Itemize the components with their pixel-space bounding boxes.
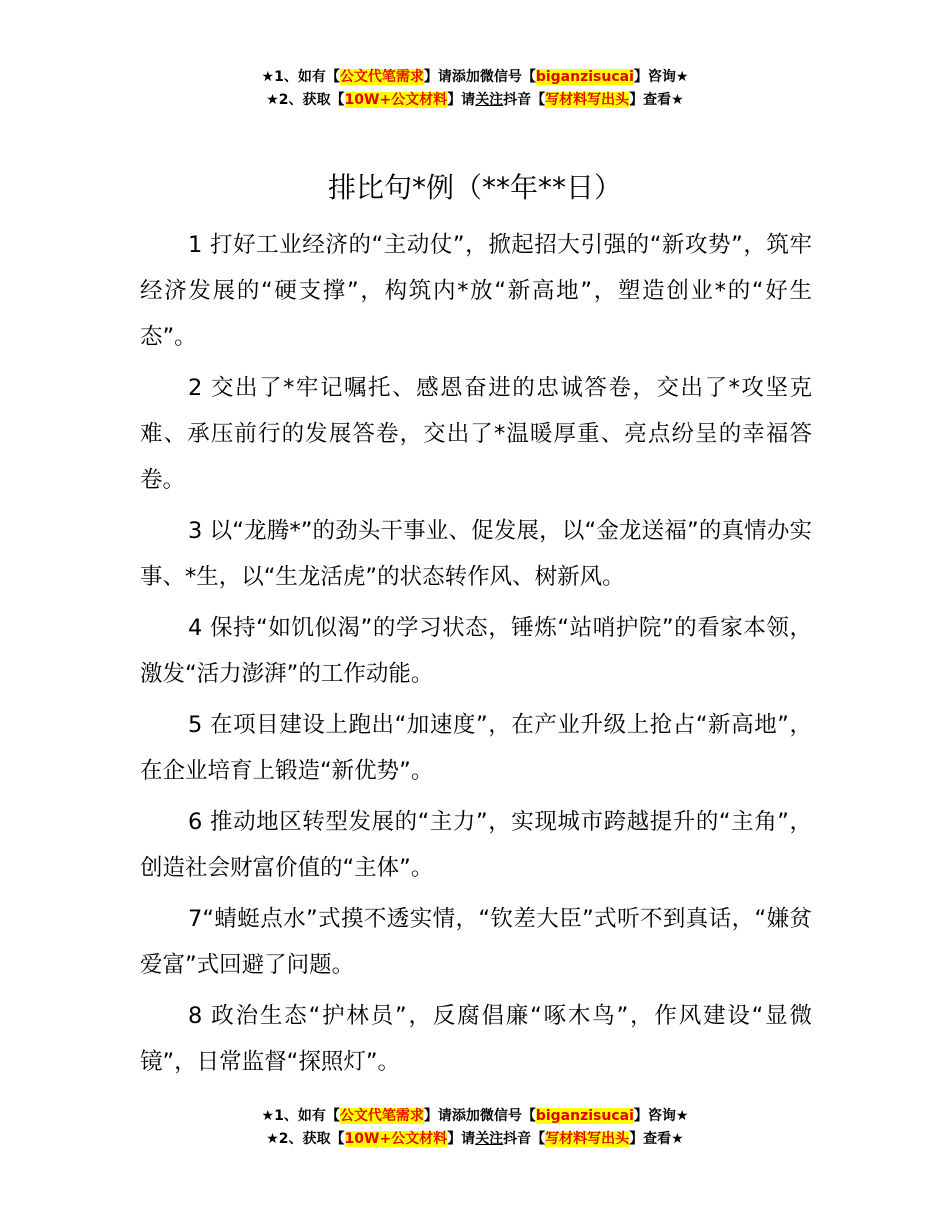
paragraph-6: 6 推动地区转型发展的“主力”，实现城市跨越提升的“主角”，创造社会财富价值的“主体”。 — [140, 809, 812, 881]
banner-text: 】请添加微信号【 — [423, 1108, 536, 1124]
footer-banner — [0, 1105, 950, 1151]
paragraph-3: 3 以“龙腾*”的劲头干事业、促发展，以“金龙送福”的真情办实事、*生，以“生龙活虎”的状态转作风、树新风。 — [140, 518, 812, 590]
banner-text: 】请 — [447, 92, 476, 108]
banner-text: ★2、获取【 — [266, 92, 345, 108]
banner-underlined-text: 关注 — [475, 1131, 504, 1147]
document-title: 排比句*例（**年**日） — [327, 171, 622, 204]
paragraph-5: 5 在项目建设上跑出“加速度”，在产业升级上抢占“新高地”，在企业培育上锻造“新优势”。 — [140, 712, 812, 784]
paragraph-4: 4 保持“如饥似渴”的学习状态，锤炼“站哨护院”的看家本领，激发“活力澎湃”的工作动能。 — [140, 615, 812, 687]
banner-text: ★1、如有【 — [261, 1108, 340, 1124]
highlight-materials: 10W+公文材料 — [344, 1131, 448, 1147]
banner-text: 】查看★ — [629, 1131, 684, 1147]
highlight-douyin-account: 写材料写出头 — [545, 1131, 630, 1147]
paragraph-2: 2 交出了*牢记嘱托、感恩奋进的忠诚答卷，交出了*攻坚克难、承压前行的发展答卷，交出了*温暖厚重、亮点纷呈的幸福答卷。 — [140, 375, 812, 493]
banner-text: 】请添加微信号【 — [423, 69, 536, 85]
paragraph-1: 1 打好工业经济的“主动仗”，掀起招大引强的“新攻势”，筑牢经济发展的“硬支撑”，构筑内*放“新高地”，塑造创业*的“好生态”。 — [140, 232, 812, 350]
highlight-wechat-id: biganzisucai — [535, 69, 634, 85]
banner-text: 】请 — [447, 1131, 476, 1147]
header-banner-line-2 — [0, 89, 950, 112]
banner-underlined-text: 关注 — [475, 92, 504, 108]
banner-text: 抖音【 — [503, 92, 546, 108]
footer-banner-line-1 — [0, 1105, 950, 1128]
banner-text: 】查看★ — [629, 92, 684, 108]
document-body — [140, 222, 812, 1090]
header-banner-line-1 — [0, 66, 950, 89]
highlight-ghostwriting: 公文代笔需求 — [339, 1108, 424, 1124]
paragraph-8: 8 政治生态“护林员”，反腐倡廉“啄木鸟”，作风建设“显微镜”，日常监督“探照灯”。 — [140, 1003, 812, 1075]
banner-text: 】咨询★ — [633, 1108, 689, 1124]
banner-text: ★2、获取【 — [266, 1131, 345, 1147]
banner-text: ★1、如有【 — [261, 69, 340, 85]
banner-text: 】咨询★ — [633, 69, 689, 85]
banner-text: 抖音【 — [503, 1131, 546, 1147]
header-banner — [0, 66, 950, 112]
footer-banner-line-2 — [0, 1128, 950, 1151]
paragraph-7: 7“蜻蜓点水”式摸不透实情，“钦差大臣”式听不到真话，“嫌贫爱富”式回避了问题。 — [140, 906, 812, 978]
highlight-ghostwriting: 公文代笔需求 — [339, 69, 424, 85]
highlight-wechat-id: biganzisucai — [535, 1108, 634, 1124]
highlight-douyin-account: 写材料写出头 — [545, 92, 630, 108]
highlight-materials: 10W+公文材料 — [344, 92, 448, 108]
